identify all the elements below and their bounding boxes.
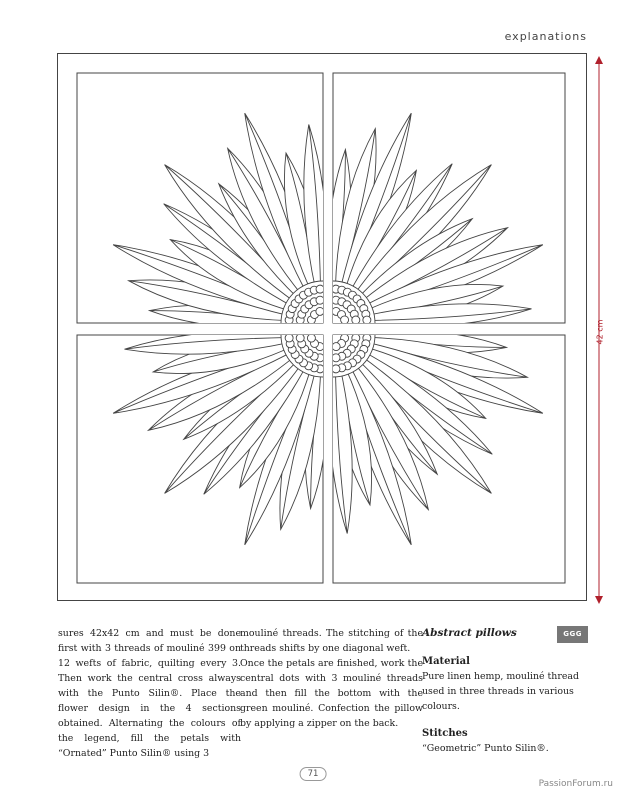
difficulty-badge: GGG (557, 626, 588, 643)
body-paragraph: Once the petals are finished, work the central dots with 3 mouliné threads and then fill the bottom with the green mouliné. Confection the pillow by applying a zipper on the back. (240, 658, 423, 729)
dimension-label: 42 cm (595, 319, 605, 345)
petals-bottom-right (291, 293, 543, 545)
section-header: explanations (504, 30, 587, 43)
outer-frame (58, 54, 587, 601)
pattern-info-column (422, 626, 590, 756)
page-number: 71 (300, 767, 327, 781)
center-dot (352, 316, 360, 324)
center-dot (332, 354, 340, 362)
petals-top-left (113, 113, 365, 365)
material-heading: Material (422, 656, 470, 667)
center-dot (307, 334, 315, 342)
body-paragraph: mouliné threads. The stitching of the threads shifts by one diagonal weft. (240, 628, 423, 654)
text-column-1 (58, 626, 241, 761)
center-dot (332, 343, 340, 351)
petals-bottom-left (113, 293, 365, 545)
body-paragraph: sures 42x42 cm and must be done first with 3 threads of mouliné 399 on 12 wefts of fabric, quilting every 3. Then work the central cross always with the Punto Silin®. Place the flower design in the 4 sections obtained. Alternating the colours of the legend, fill the petals with “Ornated” Punto Silin® using 3 (58, 628, 241, 759)
center-dot (363, 316, 371, 324)
pattern-title: Abstract pillows (422, 627, 517, 639)
center-dot (285, 334, 293, 342)
material-text: Pure linen hemp, mouliné thread used in three threads in various colours. (422, 671, 579, 712)
center-dot (316, 296, 324, 304)
text-column-2 (240, 626, 423, 731)
pattern-title-row (422, 626, 590, 642)
center-dot (296, 334, 304, 342)
stitches-heading: Stitches (422, 728, 468, 739)
petals-top-right (291, 113, 543, 365)
watermark: PassionForum.ru (538, 779, 613, 789)
flower-pattern-figure (57, 53, 587, 601)
stitches-text: “Geometric” Punto Silin®. (422, 743, 549, 754)
center-dot (332, 365, 340, 373)
center-dot (316, 285, 324, 293)
center-dot (316, 307, 324, 315)
center-dot (341, 316, 349, 324)
